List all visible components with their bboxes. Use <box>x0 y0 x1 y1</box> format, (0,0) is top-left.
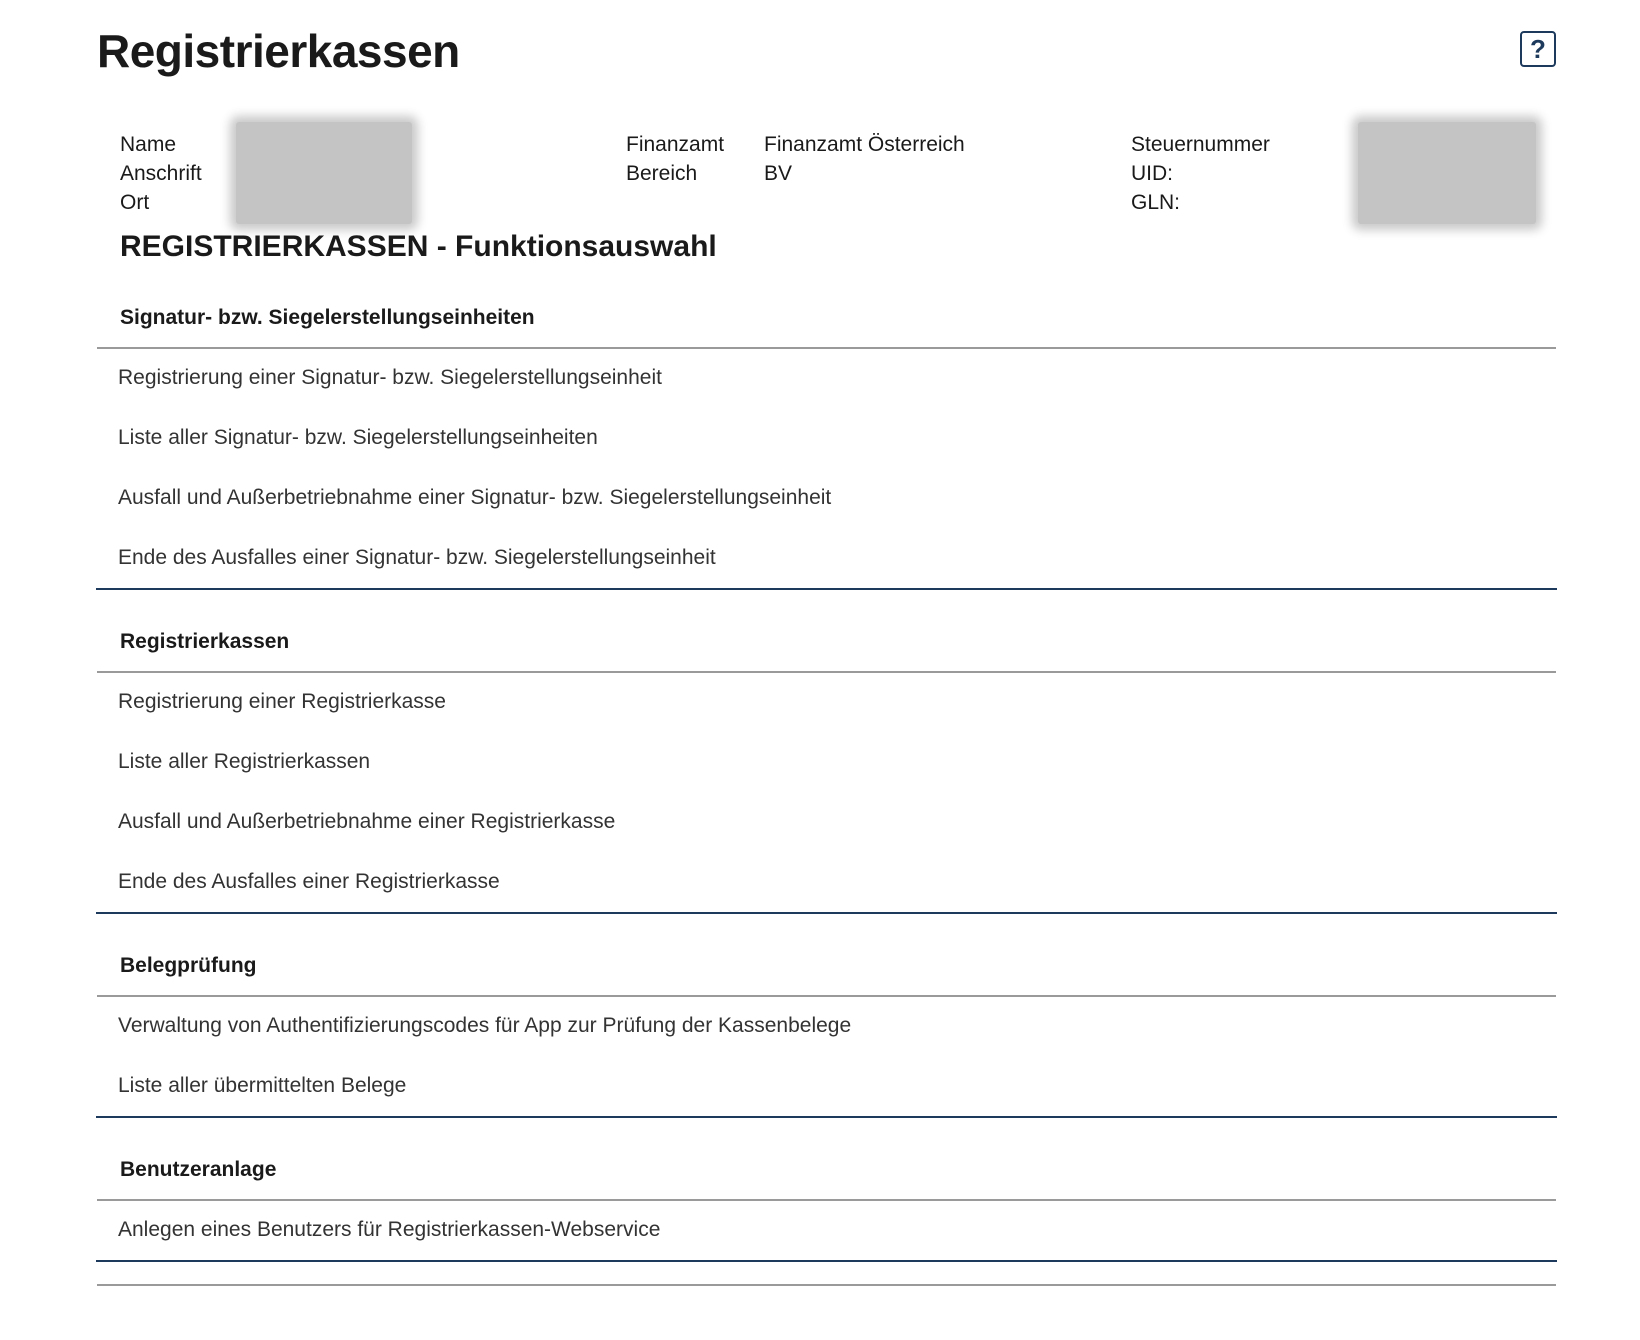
tax-office-label: Finanzamt <box>626 133 725 156</box>
section-end-divider <box>96 588 1557 590</box>
menu-item-failure-cash-register[interactable]: Ausfall und Außerbetriebnahme einer Registrierkasse <box>118 810 616 833</box>
menu-item-list-receipts[interactable]: Liste aller übermittelten Belege <box>118 1074 407 1097</box>
menu-item-create-webservice-user[interactable]: Anlegen eines Benutzers für Registrierkassen-Webservice <box>118 1218 661 1241</box>
address-label: Anschrift <box>120 162 202 185</box>
section-end-divider <box>96 1260 1557 1262</box>
section-divider <box>97 347 1556 349</box>
area-label: Bereich <box>626 162 698 185</box>
gln-label: GLN: <box>1131 191 1181 214</box>
section-end-divider <box>96 1116 1557 1118</box>
city-label: Ort <box>120 191 150 214</box>
section-header-receipt-check: Belegprüfung <box>120 954 257 977</box>
function-selection-title: REGISTRIERKASSEN - Funktionsauswahl <box>120 230 717 263</box>
menu-item-failure-signature-unit[interactable]: Ausfall und Außerbetriebnahme einer Signatur- bzw. Siegelerstellungseinheit <box>118 486 832 509</box>
tax-office-value: Finanzamt Österreich <box>764 133 965 156</box>
section-divider <box>97 1199 1556 1201</box>
help-button[interactable] <box>1520 31 1556 67</box>
menu-item-end-failure-signature-unit[interactable]: Ende des Ausfalles einer Signatur- bzw. Siegelerstellungseinheit <box>118 546 716 569</box>
page-title: Registrierkassen <box>97 25 460 77</box>
menu-item-manage-auth-codes[interactable]: Verwaltung von Authentifizierungscodes für App zur Prüfung der Kassenbelege <box>118 1014 852 1037</box>
section-header-user-creation: Benutzeranlage <box>120 1158 277 1181</box>
menu-item-list-signature-units[interactable]: Liste aller Signatur- bzw. Siegelerstellungseinheiten <box>118 426 598 449</box>
area-value: BV <box>764 162 793 185</box>
menu-item-register-cash-register[interactable]: Registrierung einer Registrierkasse <box>118 690 446 713</box>
question-mark-icon: ? <box>1530 34 1546 64</box>
menu-item-register-signature-unit[interactable]: Registrierung einer Signatur- bzw. Siegelerstellungseinheit <box>118 366 662 389</box>
footer-divider <box>97 1284 1556 1286</box>
menu-item-list-cash-registers[interactable]: Liste aller Registrierkassen <box>118 750 371 773</box>
section-divider <box>97 671 1556 673</box>
redacted-name-address-block <box>236 122 412 224</box>
section-divider <box>97 995 1556 997</box>
tax-number-label: Steuernummer <box>1131 133 1270 156</box>
section-header-signature-units: Signatur- bzw. Siegelerstellungseinheiten <box>120 306 535 329</box>
uid-label: UID: <box>1131 162 1173 185</box>
section-header-registers: Registrierkassen <box>120 630 290 653</box>
section-end-divider <box>96 912 1557 914</box>
name-label: Name <box>120 133 177 156</box>
redacted-tax-ids-block <box>1358 122 1536 224</box>
menu-item-end-failure-cash-register[interactable]: Ende des Ausfalles einer Registrierkasse <box>118 870 500 893</box>
